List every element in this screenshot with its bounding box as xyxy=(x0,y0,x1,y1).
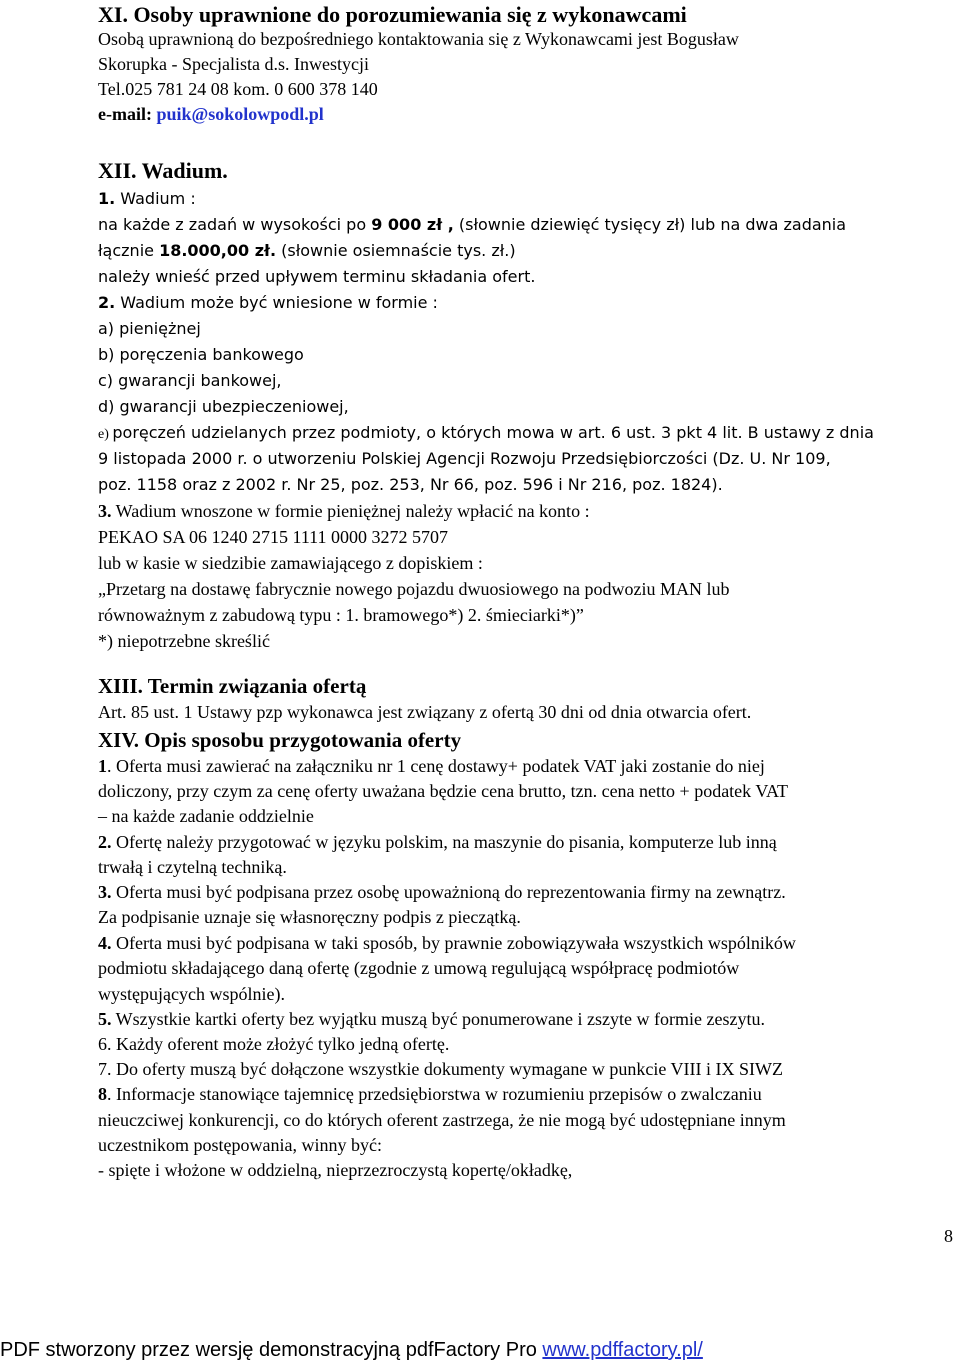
wadium-amount-line-1 xyxy=(98,212,846,238)
form-option-e-line-3: poz. 1158 oraz z 2002 r. Nr 25, poz. 253, Nr 66, poz. 596 i Nr 216, poz. 1824). xyxy=(98,475,723,494)
point-number: 1. xyxy=(98,189,116,208)
item-8-line-2: nieuczciwej konkurencji, co do których oferent zastrzega, że nie mogą być udostępniane innym xyxy=(98,1110,786,1130)
item-number: 4. xyxy=(98,933,112,953)
item-text: Ofertę należy przygotować w języku polskim, na maszynie do pisania, komputerze lub inną xyxy=(111,832,777,852)
item-8-line-3: uczestnikom postępowania, winny być: xyxy=(98,1135,382,1155)
wadium-point-3-title xyxy=(98,498,590,524)
footer-text: PDF stworzony przez wersję demonstracyjną pdfFactory Pro xyxy=(0,1339,543,1361)
total-text: łącznie xyxy=(98,241,160,260)
payment-note-line-1: „Przetarg na dostawę fabrycznie nowego pojazdu dwuosiowego na podwoziu MAN lub xyxy=(98,579,730,599)
binding-period-text: Art. 85 ust. 1 Ustawy pzp wykonawca jest związany z ofertą 30 dni od dnia otwarcia ofert. xyxy=(98,702,752,722)
email-link[interactable]: puik@sokolowpodl.pl xyxy=(156,104,324,124)
point-title: Wadium : xyxy=(115,189,196,208)
section-xii-heading: XII. Wadium. xyxy=(98,158,228,183)
item-8-line-1 xyxy=(98,1081,762,1107)
item-3-line-2: Za podpisanie uznaje się własnoręczny podpis z pieczątką. xyxy=(98,907,521,927)
amount-text: na każde z zadań w wysokości po xyxy=(98,215,372,234)
form-option-e-line-1 xyxy=(98,420,874,448)
item-number: 5. xyxy=(98,1009,112,1029)
item-7: 7. Do oferty muszą być dołączone wszystkie dokumenty wymagane w punkcie VIII i IX SIWZ xyxy=(98,1059,783,1079)
item-6: 6. Każdy oferent może złożyć tylko jedną ofertę. xyxy=(98,1034,450,1054)
item-5-line-1 xyxy=(98,1006,765,1032)
footer-link[interactable]: www.pdffactory.pl/ xyxy=(542,1339,703,1361)
page-number: 8 xyxy=(944,1226,953,1246)
point-number: 2. xyxy=(98,293,116,312)
contact-person-line-1: Osobą uprawnioną do bezpośredniego kontaktowania się z Wykonawcami jest Bogusław xyxy=(98,29,739,49)
item-text: . Oferta musi zawierać na załączniku nr 1 cenę dostawy+ podatek VAT jaki zostanie do niej xyxy=(107,756,765,776)
email-line xyxy=(98,101,324,127)
form-option-a: a) pieniężnej xyxy=(98,319,201,338)
option-text: poręczeń udzielanych przez podmioty, o których mowa w art. 6 ust. 3 pkt 4 lit. B ustawy z dnia xyxy=(112,423,874,442)
form-option-c: c) gwarancji bankowej, xyxy=(98,371,282,390)
point-title: Wadium wnoszone w formie pieniężnej należy wpłacić na konto : xyxy=(111,501,590,521)
pdf-footer xyxy=(0,1338,703,1362)
form-option-d: d) gwarancji ubezpieczeniowej, xyxy=(98,397,349,416)
item-4-line-2: podmiotu składającego daną ofertę (zgodnie z umową regulującą współpracę podmiotów xyxy=(98,958,740,978)
item-number: 3. xyxy=(98,882,112,902)
bank-account-line: PEKAO SA 06 1240 2715 1111 0000 3272 5707 xyxy=(98,527,449,547)
cash-payment-line: lub w kasie w siedzibie zamawiającego z dopiskiem : xyxy=(98,553,483,573)
footnote: *) niepotrzebne skreślić xyxy=(98,631,270,651)
item-text: Wszystkie kartki oferty bez wyjątku muszą być ponumerowane i zszyte w formie zeszytu. xyxy=(111,1009,765,1029)
amount-value: 9 000 zł , xyxy=(371,215,454,234)
item-text: . Informacje stanowiące tajemnicę przedsiębiorstwa w rozumieniu przepisów o zwalczaniu xyxy=(107,1084,762,1104)
item-3-line-1 xyxy=(98,879,786,905)
payment-note-line-2: równoważnym z zabudową typu : 1. bramowego*) 2. śmieciarki*)” xyxy=(98,605,584,625)
item-1-line-2: doliczony, przy czym za cenę oferty uważana będzie cena brutto, tzn. cena netto + podatek VAT xyxy=(98,781,789,801)
form-option-e-line-2: 9 listopada 2000 r. o utworzeniu Polskiej Agencji Rozwoju Przedsiębiorczości (Dz. U. Nr 109, xyxy=(98,449,831,468)
wadium-deadline-line: należy wnieść przed upływem terminu składania ofert. xyxy=(98,267,536,286)
total-words: (słownie osiemnaście tys. zł.) xyxy=(276,241,516,260)
section-xiv-heading: XIV. Opis sposobu przygotowania oferty xyxy=(98,728,462,752)
wadium-amount-line-2 xyxy=(98,238,516,264)
item-2-line-1 xyxy=(98,829,777,855)
point-title: Wadium może być wniesione w formie : xyxy=(115,293,438,312)
wadium-point-2-title xyxy=(98,290,438,316)
item-4-line-1 xyxy=(98,930,796,956)
form-option-b: b) poręczenia bankowego xyxy=(98,345,304,364)
item-4-line-3: występujących wspólnie). xyxy=(98,984,285,1004)
item-number: 1 xyxy=(98,756,107,776)
wadium-point-1-title xyxy=(98,186,196,212)
amount-words: (słownie dziewięć tysięcy zł) lub na dwa zadania xyxy=(453,215,847,234)
email-label: e-mail: xyxy=(98,104,157,124)
item-number: 8 xyxy=(98,1084,107,1104)
section-xiii-heading: XIII. Termin związania ofertą xyxy=(98,674,367,698)
item-8-line-4: - spięte i włożone w oddzielną, nieprzezroczystą kopertę/okładkę, xyxy=(98,1160,573,1180)
section-xi-heading: XI. Osoby uprawnione do porozumiewania się z wykonawcami xyxy=(98,2,687,27)
point-number: 3. xyxy=(98,501,112,521)
item-text: Oferta musi być podpisana w taki sposób, by prawnie zobowiązywała wszystkich wspólników xyxy=(111,933,796,953)
item-1-line-3: – na każde zadanie oddzielnie xyxy=(98,806,314,826)
contact-person-line-2: Skorupka - Specjalista d.s. Inwestycji xyxy=(98,54,369,74)
item-number: 2. xyxy=(98,832,112,852)
item-2-line-2: trwałą i czytelną techniką. xyxy=(98,857,287,877)
item-1-line-1 xyxy=(98,753,765,779)
phone-line: Tel.025 781 24 08 kom. 0 600 378 140 xyxy=(98,79,378,99)
item-text: Oferta musi być podpisana przez osobę upoważnioną do reprezentowania firmy na zewnątrz. xyxy=(111,882,786,902)
total-value: 18.000,00 zł. xyxy=(159,241,277,260)
option-marker: e) xyxy=(98,427,113,442)
